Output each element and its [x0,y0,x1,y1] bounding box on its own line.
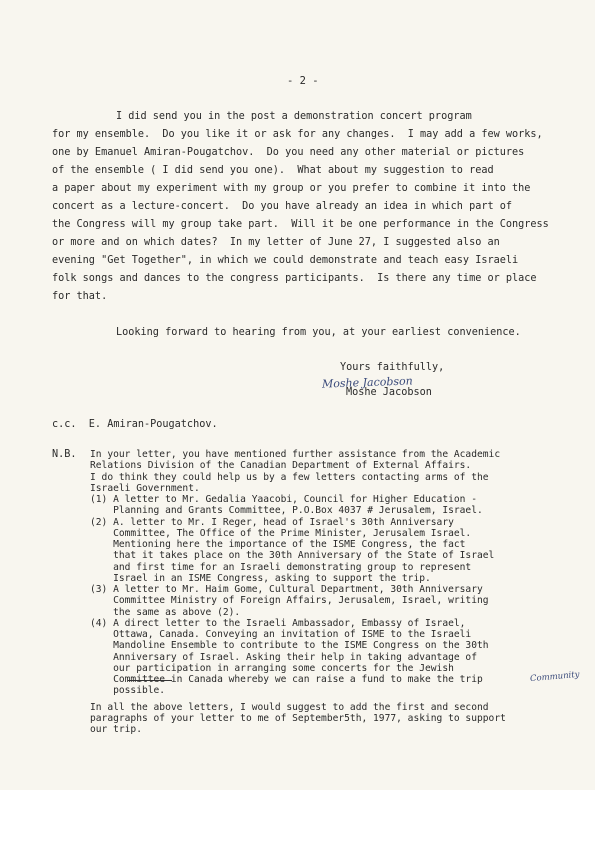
nb-line: that it takes place on the 30th Anniversary of the State of Israel [90,550,495,561]
nb-line: I do think they could help us by a few letters contacting arms of the [90,472,489,483]
nb-line: possible. [90,685,166,696]
body-line: evening "Get Together", in which we could demonstrate and teach easy Israeli [52,255,519,266]
nb-line: Ottawa, Canada. Conveying an invitation of ISME to the Israeli [90,629,472,640]
nb-line: the same as above (2). [90,607,241,618]
nb-line: Mandoline Ensemble to contribute to the ISME Congress on the 30th [90,640,489,651]
body-line: the Congress will my group take part. Will it be one performance in the Congress [52,219,549,230]
nb-line: Planning and Grants Committee, P.O.Box 4037 # Jerusalem, Israel. [90,505,483,516]
closing-line: Looking forward to hearing from you, at your earliest convenience. [116,327,521,338]
nb-line: Israel in an ISME Congress, asking to support the trip. [90,573,431,584]
signoff: Yours faithfully, [340,362,445,373]
body-line: a paper about my experiment with my group or you prefer to combine it into the [52,183,531,194]
nb-line: Committee, The Office of the Prime Minister, Jerusalem Israel. [90,528,472,539]
nb-line: paragraphs of your letter to me of September5th, 1977, asking to support [90,713,506,724]
page-number: - 2 - [287,75,319,87]
nb-line: In all the above letters, I would suggest to add the first and second [90,702,489,713]
nb-line: (2) A. letter to Mr. I Reger, head of Israel's 30th Anniversary [90,517,454,528]
body-line: of the ensemble ( I did send you one). What about my suggestion to read [52,165,494,176]
handwritten-insert: Community [529,669,580,685]
nb-line: our participation in arranging some concerts for the Jewish [90,663,454,674]
nb-line: Relations Division of the Canadian Department of External Affairs. [90,460,472,471]
handwritten-signature: Moshe Jacobson [321,374,413,391]
cc-line: c.c. E. Amiran-Pougatchov. [52,419,218,430]
signer-name: Moshe Jacobson [346,387,432,398]
nb-label: N.B. [52,449,77,460]
body-line: for my ensemble. Do you like it or ask for any changes. I may add a few works, [52,129,543,140]
nb-line: our trip. [90,724,142,735]
nb-line: (3) A letter to Mr. Haim Gome, Cultural Department, 30th Anniversary [90,584,483,595]
nb-line: Mentioning here the importance of the ISME Congress, the fact [90,539,466,550]
body-line: or more and on which dates? In my letter of June 27, I suggested also an [52,237,500,248]
page-bottom-margin [0,790,595,842]
nb-line: In your letter, you have mentioned further assistance from the Academic [90,449,501,460]
nb-line: (1) A letter to Mr. Gedalia Yaacobi, Council for Higher Education - [90,494,477,505]
nb-line: Committee Ministry of Foreign Affairs, Jerusalem, Israel, writing [90,595,489,606]
body-line: I did send you in the post a demonstration concert program [116,111,472,122]
body-line: one by Emanuel Amiran-Pougatchov. Do you need any other material or pictures [52,147,525,158]
body-line: for that. [52,291,108,302]
nb-line: and first time for an Israeli demonstrating group to represent [90,562,472,573]
body-line: concert as a lecture-concert. Do you have already an idea in which part of [52,201,513,212]
body-line: folk songs and dances to the congress participants. Is there any time or place [52,273,537,284]
nb-line: Israeli Government. [90,483,200,494]
nb-line: Anniversary of Israel. Asking their help in taking advantage of [90,652,477,663]
nb-line: (4) A direct letter to the Israeli Ambassador, Embassy of Israel, [90,618,466,629]
strikethrough-mark [128,680,172,681]
nb-line: Committee in Canada whereby we can raise a fund to make the trip [90,674,483,685]
